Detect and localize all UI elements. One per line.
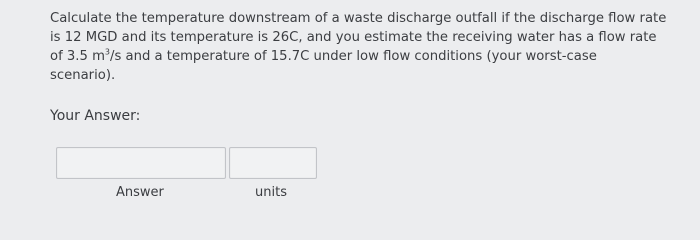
units-label: units (255, 185, 287, 200)
units-input[interactable] (230, 148, 316, 178)
question-line: scenario). (50, 68, 116, 83)
question-line (50, 47, 690, 66)
question-line-part: of 3.5 m (50, 49, 105, 64)
question-line-part: /s and a temperature of 15.7C under low flow conditions (your worst-case (110, 49, 597, 64)
units-field-container[interactable] (229, 147, 317, 179)
superscript: 3 (104, 47, 111, 57)
question-line: is 12 MGD and its temperature is 26C, and you estimate the receiving water has a flow rate (50, 30, 657, 45)
your-answer-heading: Your Answer: (50, 108, 141, 124)
answer-input[interactable] (57, 148, 225, 178)
question-text (50, 9, 690, 85)
answer-label: Answer (116, 185, 164, 200)
question-line: Calculate the temperature downstream of a waste discharge outfall if the discharge flow rate (50, 11, 667, 26)
answer-field-container[interactable] (56, 147, 226, 179)
